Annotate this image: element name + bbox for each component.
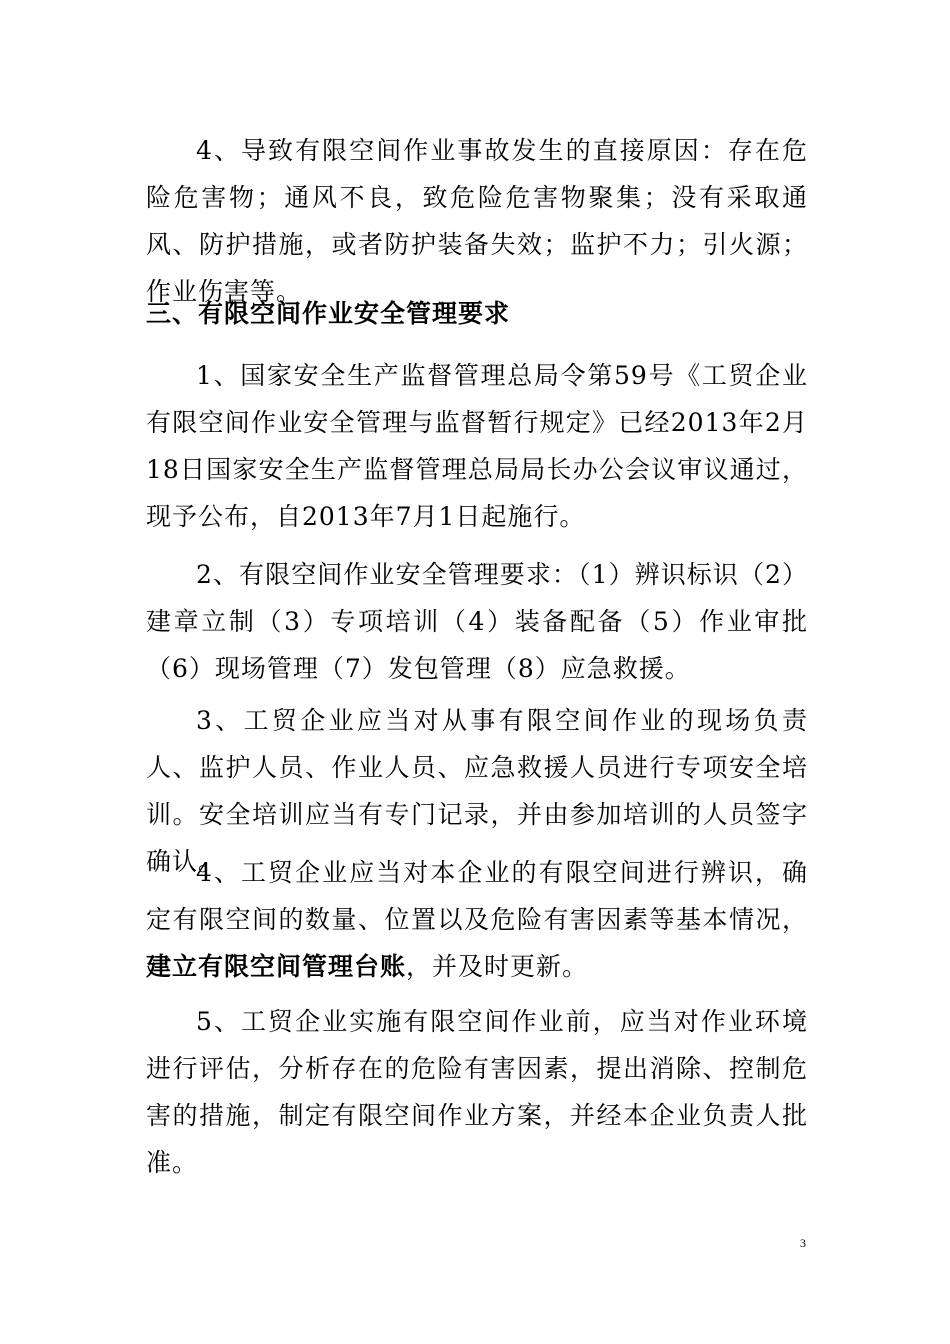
paragraph-requirement-3: 3、工贸企业应当对从事有限空间作业的现场负责人、监护人员、作业人员、应急救援人员进行专项安全培训。安全培训应当有专门记录，并由参加培训的人员签字确认。 — [146, 706, 808, 876]
section-heading: 三、有限空间作业安全管理要求 — [146, 299, 511, 328]
requirement-4-text-start: 4、工贸企业应当对本企业的有限空间进行辨识，确定有限空间的数量、位置以及危险有害因素等基本情况， — [146, 858, 808, 934]
paragraph-requirement-1: 1、国家安全生产监督管理总局令第59号《工贸企业有限空间作业安全管理与监督暂行规定》已经2013年2月18日国家安全生产监督管理总局局长办公会议审议通过，现予公布，自2013年7月1日起施行。 — [146, 361, 808, 531]
page-number: 3 — [800, 1236, 806, 1250]
paragraph-requirement-2: 2、有限空间作业安全管理要求：（1）辨识标识（2）建章立制（3）专项培训（4）装备配备（5）作业审批（6）现场管理（7）发包管理（8）应急救援。 — [146, 560, 808, 683]
requirement-4-text-end: ，并及时更新。 — [406, 952, 589, 981]
requirement-4-bold-text: 建立有限空间管理台账 — [146, 952, 407, 981]
paragraph-requirement-5: 5、工贸企业实施有限空间作业前，应当对作业环境进行评估，分析存在的危险有害因素，提出消除、控制危害的措施，制定有限空间作业方案，并经本企业负责人批准。 — [146, 1007, 808, 1177]
paragraph-accident-causes: 4、导致有限空间作业事故发生的直接原因：存在危险危害物；通风不良，致危险危害物聚集；没有采取通风、防护措施，或者防护装备失效；监护不力；引火源；作业伤害等。 — [146, 136, 808, 306]
paragraph-requirement-4 — [146, 849, 808, 990]
